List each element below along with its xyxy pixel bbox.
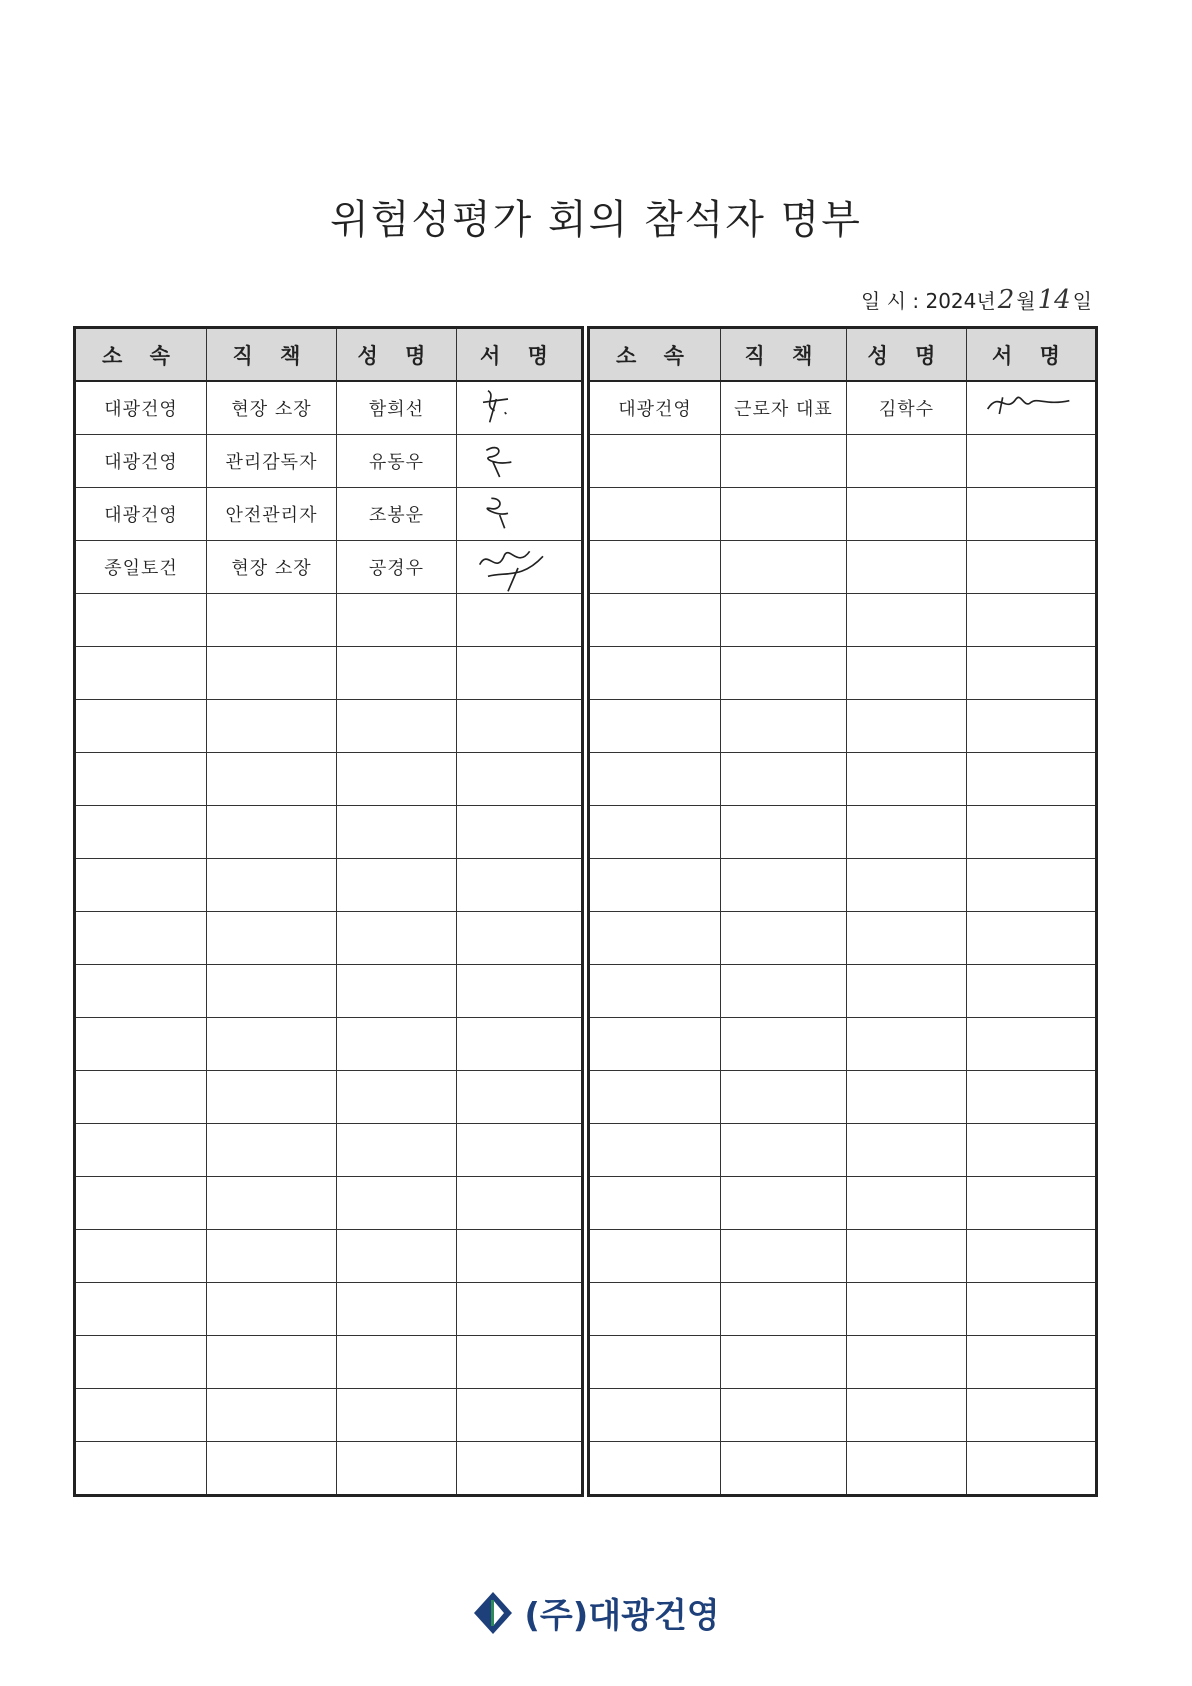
table-row	[589, 1230, 1097, 1283]
table-row	[589, 859, 1097, 912]
signature-cell	[457, 1230, 583, 1283]
affiliation-cell	[589, 965, 721, 1018]
column-header-name: 성 명	[337, 328, 457, 382]
affiliation-cell	[75, 859, 207, 912]
affiliation-cell	[589, 594, 721, 647]
signature-cell	[967, 1018, 1097, 1071]
position-cell	[721, 806, 847, 859]
signature-cell	[457, 753, 583, 806]
date-month: 2	[997, 285, 1015, 315]
table-row	[589, 806, 1097, 859]
name-cell: 함희선	[337, 381, 457, 435]
attendee-table-right	[587, 326, 1098, 1497]
position-cell	[721, 541, 847, 594]
affiliation-cell: 대광건영	[75, 488, 207, 541]
name-cell	[847, 435, 967, 488]
affiliation-cell	[75, 965, 207, 1018]
position-cell	[721, 1177, 847, 1230]
name-cell	[337, 1442, 457, 1496]
signature-cell	[457, 1283, 583, 1336]
position-cell: 현장 소장	[207, 541, 337, 594]
position-cell	[207, 753, 337, 806]
signature-cell	[967, 700, 1097, 753]
signature-cell	[967, 381, 1097, 435]
position-cell	[721, 753, 847, 806]
signature-cell	[967, 753, 1097, 806]
position-cell	[207, 1071, 337, 1124]
affiliation-cell	[589, 1124, 721, 1177]
table-row	[589, 1442, 1097, 1496]
table-row	[75, 1336, 583, 1389]
table-row	[589, 1389, 1097, 1442]
table-row	[589, 594, 1097, 647]
signature-cell	[967, 541, 1097, 594]
table-row	[75, 647, 583, 700]
name-cell	[847, 1442, 967, 1496]
handwritten-signature-icon	[463, 384, 563, 434]
table-header-row	[75, 328, 583, 382]
company-name: (주)대광건영	[524, 1596, 720, 1636]
handwritten-signature-icon	[463, 437, 563, 487]
position-cell	[721, 1230, 847, 1283]
signature-cell	[967, 912, 1097, 965]
position-cell	[721, 965, 847, 1018]
affiliation-cell	[589, 859, 721, 912]
position-cell	[207, 1018, 337, 1071]
name-cell	[337, 1336, 457, 1389]
position-cell	[721, 1283, 847, 1336]
table-row	[75, 1124, 583, 1177]
name-cell	[847, 1230, 967, 1283]
name-cell	[847, 753, 967, 806]
handwritten-signature-icon	[973, 384, 1089, 434]
position-cell	[721, 700, 847, 753]
table-row	[589, 912, 1097, 965]
position-cell: 관리감독자	[207, 435, 337, 488]
signature-cell	[967, 1124, 1097, 1177]
affiliation-cell	[75, 594, 207, 647]
column-header-affiliation: 소 속	[589, 328, 721, 382]
signature-cell	[967, 965, 1097, 1018]
date-day: 14	[1037, 285, 1071, 315]
position-cell: 안전관리자	[207, 488, 337, 541]
name-cell	[847, 1177, 967, 1230]
name-cell: 유동우	[337, 435, 457, 488]
position-cell	[721, 435, 847, 488]
position-cell	[207, 912, 337, 965]
affiliation-cell	[75, 753, 207, 806]
column-header-name: 성 명	[847, 328, 967, 382]
name-cell	[847, 1124, 967, 1177]
position-cell	[207, 1124, 337, 1177]
table-row	[589, 965, 1097, 1018]
signature-cell	[967, 1177, 1097, 1230]
position-cell	[721, 912, 847, 965]
signature-cell	[967, 594, 1097, 647]
column-header-affiliation: 소 속	[75, 328, 207, 382]
column-header-position: 직 책	[207, 328, 337, 382]
table-row	[589, 1177, 1097, 1230]
name-cell	[337, 1018, 457, 1071]
affiliation-cell	[589, 1230, 721, 1283]
name-cell	[337, 1389, 457, 1442]
table-row	[589, 1124, 1097, 1177]
name-cell	[337, 806, 457, 859]
affiliation-cell: 대광건영	[75, 435, 207, 488]
table-row	[589, 1336, 1097, 1389]
table-row	[589, 488, 1097, 541]
signature-cell	[457, 1124, 583, 1177]
position-cell	[207, 1336, 337, 1389]
affiliation-cell	[589, 700, 721, 753]
table-row	[589, 753, 1097, 806]
table-row	[75, 1018, 583, 1071]
name-cell	[847, 1389, 967, 1442]
affiliation-cell	[75, 1177, 207, 1230]
signature-cell	[967, 806, 1097, 859]
signature-cell	[457, 912, 583, 965]
position-cell	[207, 1442, 337, 1496]
name-cell	[847, 859, 967, 912]
affiliation-cell	[589, 806, 721, 859]
signature-cell	[457, 859, 583, 912]
position-cell	[207, 1230, 337, 1283]
signature-cell	[457, 541, 583, 594]
name-cell	[847, 647, 967, 700]
signature-cell	[457, 1336, 583, 1389]
affiliation-cell	[589, 647, 721, 700]
handwritten-signature-icon	[463, 543, 563, 593]
name-cell	[847, 1336, 967, 1389]
column-header-signature: 서 명	[457, 328, 583, 382]
affiliation-cell	[75, 1283, 207, 1336]
signature-cell	[457, 1389, 583, 1442]
name-cell	[337, 594, 457, 647]
table-row	[75, 381, 583, 435]
affiliation-cell	[589, 1442, 721, 1496]
position-cell	[721, 1442, 847, 1496]
affiliation-cell	[589, 753, 721, 806]
affiliation-cell	[75, 806, 207, 859]
name-cell	[847, 965, 967, 1018]
affiliation-cell	[75, 1230, 207, 1283]
signature-cell	[457, 1018, 583, 1071]
position-cell	[721, 647, 847, 700]
table-row	[589, 1071, 1097, 1124]
affiliation-cell	[75, 700, 207, 753]
affiliation-cell	[75, 647, 207, 700]
affiliation-cell	[589, 912, 721, 965]
position-cell	[207, 965, 337, 1018]
position-cell	[207, 1177, 337, 1230]
table-row	[75, 700, 583, 753]
affiliation-cell	[75, 912, 207, 965]
name-cell	[337, 1283, 457, 1336]
name-cell	[847, 1283, 967, 1336]
table-row	[75, 859, 583, 912]
affiliation-cell	[589, 1283, 721, 1336]
footer-logo	[0, 1588, 1192, 1637]
table-row	[589, 541, 1097, 594]
name-cell	[337, 1177, 457, 1230]
affiliation-cell	[75, 1442, 207, 1496]
date-month-unit: 월	[1016, 289, 1036, 313]
diamond-arrow-logo-icon	[472, 1590, 514, 1636]
affiliation-cell: 대광건영	[589, 381, 721, 435]
table-row	[75, 488, 583, 541]
position-cell	[207, 647, 337, 700]
affiliation-cell	[589, 1018, 721, 1071]
name-cell	[847, 594, 967, 647]
handwritten-signature-icon	[463, 490, 563, 540]
affiliation-cell	[75, 1389, 207, 1442]
table-row	[75, 1283, 583, 1336]
name-cell	[847, 541, 967, 594]
table-row	[75, 1230, 583, 1283]
signature-cell	[967, 859, 1097, 912]
table-row	[75, 965, 583, 1018]
name-cell	[847, 806, 967, 859]
table-row	[75, 1177, 583, 1230]
position-cell	[207, 594, 337, 647]
table-row	[75, 1071, 583, 1124]
name-cell	[337, 647, 457, 700]
affiliation-cell	[589, 435, 721, 488]
position-cell	[207, 806, 337, 859]
position-cell	[721, 1071, 847, 1124]
position-cell	[207, 1283, 337, 1336]
affiliation-cell	[589, 1177, 721, 1230]
signature-cell	[457, 965, 583, 1018]
position-cell	[207, 859, 337, 912]
position-cell	[207, 700, 337, 753]
signature-cell	[967, 1389, 1097, 1442]
name-cell: 공경우	[337, 541, 457, 594]
meeting-date	[861, 285, 1092, 315]
name-cell	[337, 700, 457, 753]
name-cell	[847, 700, 967, 753]
date-label: 일 시 : 2024년	[861, 289, 996, 313]
affiliation-cell	[589, 541, 721, 594]
signature-cell	[457, 435, 583, 488]
name-cell	[847, 912, 967, 965]
name-cell	[847, 488, 967, 541]
affiliation-cell: 종일토건	[75, 541, 207, 594]
affiliation-cell: 대광건영	[75, 381, 207, 435]
name-cell	[337, 1124, 457, 1177]
signature-cell	[457, 594, 583, 647]
signature-cell	[967, 1442, 1097, 1496]
table-row	[589, 435, 1097, 488]
name-cell	[847, 1018, 967, 1071]
signature-cell	[457, 700, 583, 753]
name-cell	[337, 912, 457, 965]
table-row	[589, 381, 1097, 435]
table-row	[75, 806, 583, 859]
table-row	[75, 912, 583, 965]
table-row	[75, 435, 583, 488]
name-cell	[337, 1230, 457, 1283]
affiliation-cell	[75, 1071, 207, 1124]
signature-cell	[457, 1177, 583, 1230]
position-cell	[721, 594, 847, 647]
name-cell: 조봉운	[337, 488, 457, 541]
name-cell: 김학수	[847, 381, 967, 435]
position-cell	[721, 488, 847, 541]
name-cell	[337, 1071, 457, 1124]
table-row	[75, 541, 583, 594]
signature-cell	[457, 381, 583, 435]
signature-cell	[457, 806, 583, 859]
signature-cell	[967, 1336, 1097, 1389]
attendee-table-left	[73, 326, 584, 1497]
table-row	[589, 700, 1097, 753]
column-header-signature: 서 명	[967, 328, 1097, 382]
position-cell	[721, 859, 847, 912]
affiliation-cell	[589, 488, 721, 541]
table-row	[75, 1442, 583, 1496]
signature-cell	[967, 647, 1097, 700]
table-row	[589, 647, 1097, 700]
table-row	[75, 1389, 583, 1442]
column-header-position: 직 책	[721, 328, 847, 382]
page-title: 위험성평가 회의 참석자 명부	[330, 197, 862, 243]
signature-cell	[967, 1283, 1097, 1336]
name-cell	[847, 1071, 967, 1124]
table-row	[589, 1018, 1097, 1071]
signature-cell	[457, 1071, 583, 1124]
position-cell	[721, 1336, 847, 1389]
signature-cell	[967, 1071, 1097, 1124]
date-day-unit: 일	[1072, 289, 1092, 313]
affiliation-cell	[75, 1124, 207, 1177]
affiliation-cell	[75, 1336, 207, 1389]
name-cell	[337, 859, 457, 912]
signature-cell	[457, 488, 583, 541]
name-cell	[337, 965, 457, 1018]
signature-cell	[457, 1442, 583, 1496]
position-cell	[207, 1389, 337, 1442]
signature-cell	[967, 488, 1097, 541]
position-cell	[721, 1124, 847, 1177]
affiliation-cell	[589, 1336, 721, 1389]
signature-cell	[967, 435, 1097, 488]
position-cell: 근로자 대표	[721, 381, 847, 435]
affiliation-cell	[589, 1389, 721, 1442]
position-cell: 현장 소장	[207, 381, 337, 435]
table-row	[589, 1283, 1097, 1336]
table-header-row	[589, 328, 1097, 382]
signature-cell	[967, 1230, 1097, 1283]
name-cell	[337, 753, 457, 806]
affiliation-cell	[589, 1071, 721, 1124]
table-row	[75, 594, 583, 647]
position-cell	[721, 1018, 847, 1071]
affiliation-cell	[75, 1018, 207, 1071]
table-row	[75, 753, 583, 806]
position-cell	[721, 1389, 847, 1442]
signature-cell	[457, 647, 583, 700]
